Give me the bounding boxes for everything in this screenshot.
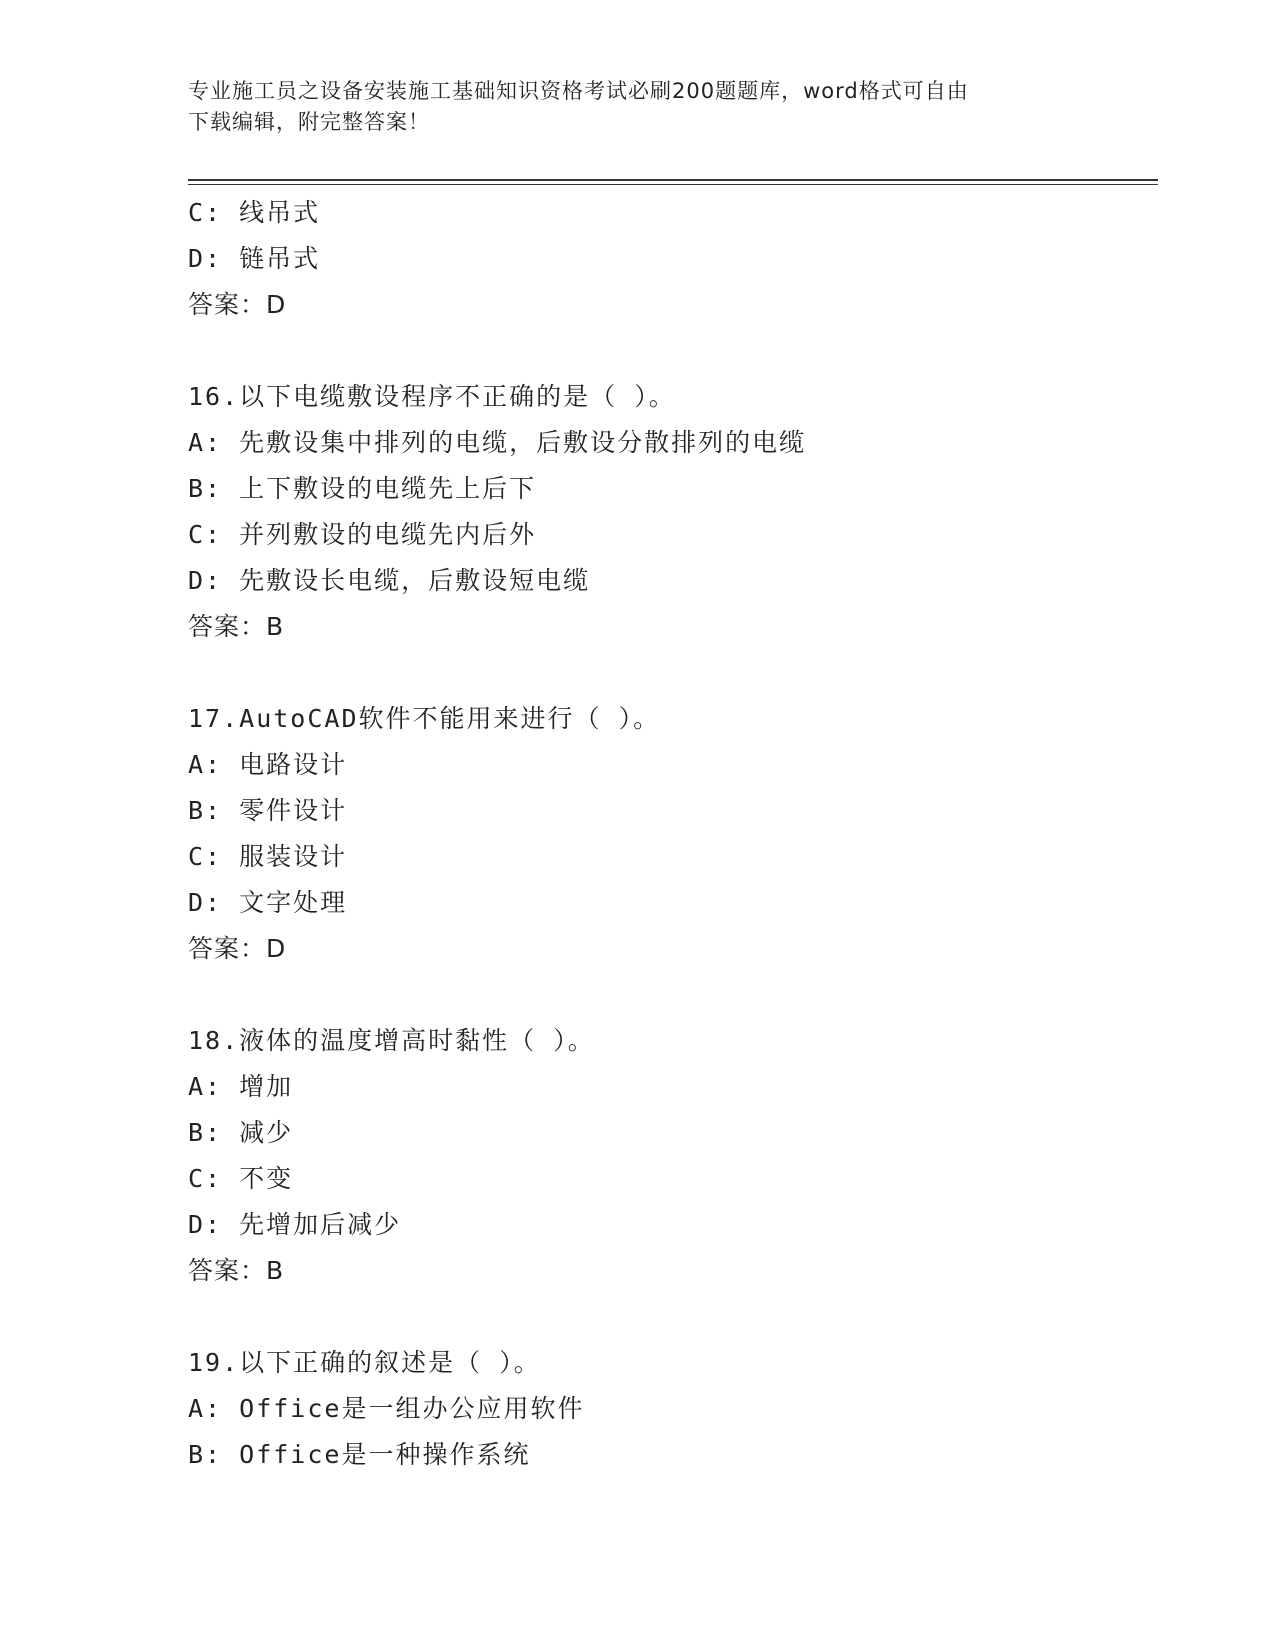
header-divider-thick xyxy=(188,179,1158,181)
q18-option-c: C: 不变 xyxy=(188,1164,294,1193)
question-19-block xyxy=(188,1340,1148,1478)
q17-option-a: A: 电路设计 xyxy=(188,750,348,779)
q16-option-a: A: 先敷设集中排列的电缆，后敷设分散排列的电缆 xyxy=(188,428,807,457)
q17-option-b: B: 零件设计 xyxy=(188,796,348,825)
q19-option-b: B: Office是一种操作系统 xyxy=(188,1440,531,1469)
q16-option-d: D: 先敷设长电缆，后敷设短电缆 xyxy=(188,566,591,595)
spacer xyxy=(188,1294,1148,1340)
q17-answer: 答案：D xyxy=(188,934,287,963)
spacer xyxy=(188,650,1148,696)
question-18-block xyxy=(188,1018,1148,1294)
q17-option-c: C: 服装设计 xyxy=(188,842,348,871)
q18-option-a: A: 增加 xyxy=(188,1072,294,1101)
question-16-block xyxy=(188,374,1148,650)
header-title-line2: 下载编辑，附完整答案！ xyxy=(188,110,430,134)
document-header xyxy=(188,76,1088,138)
header-title-line1: 专业施工员之设备安装施工基础知识资格考试必刷200题题库，word格式可自由 xyxy=(188,79,969,103)
q18-option-d: D: 先增加后减少 xyxy=(188,1210,402,1239)
question-15-block xyxy=(188,190,1148,328)
q19-option-a: A: Office是一组办公应用软件 xyxy=(188,1394,585,1423)
q17-question: 17.AutoCAD软件不能用来进行（ ）。 xyxy=(188,704,661,733)
q15-option-d: D: 链吊式 xyxy=(188,244,321,273)
q17-option-d: D: 文字处理 xyxy=(188,888,348,917)
q16-option-c: C: 并列敷设的电缆先内后外 xyxy=(188,520,537,549)
q18-option-b: B: 减少 xyxy=(188,1118,294,1147)
q16-option-b: B: 上下敷设的电缆先上后下 xyxy=(188,474,537,503)
q15-answer: 答案：D xyxy=(188,290,287,319)
q16-question: 16.以下电缆敷设程序不正确的是（ ）。 xyxy=(188,382,676,411)
q18-answer: 答案：B xyxy=(188,1256,285,1285)
question-list xyxy=(188,190,1148,1478)
q16-answer: 答案：B xyxy=(188,612,285,641)
q15-option-c: C: 线吊式 xyxy=(188,198,321,227)
header-divider-thin xyxy=(188,184,1158,185)
spacer xyxy=(188,972,1148,1018)
question-17-block xyxy=(188,696,1148,972)
spacer xyxy=(188,328,1148,374)
q18-question: 18.液体的温度增高时黏性（ ）。 xyxy=(188,1026,595,1055)
q19-question: 19.以下正确的叙述是（ ）。 xyxy=(188,1348,541,1377)
